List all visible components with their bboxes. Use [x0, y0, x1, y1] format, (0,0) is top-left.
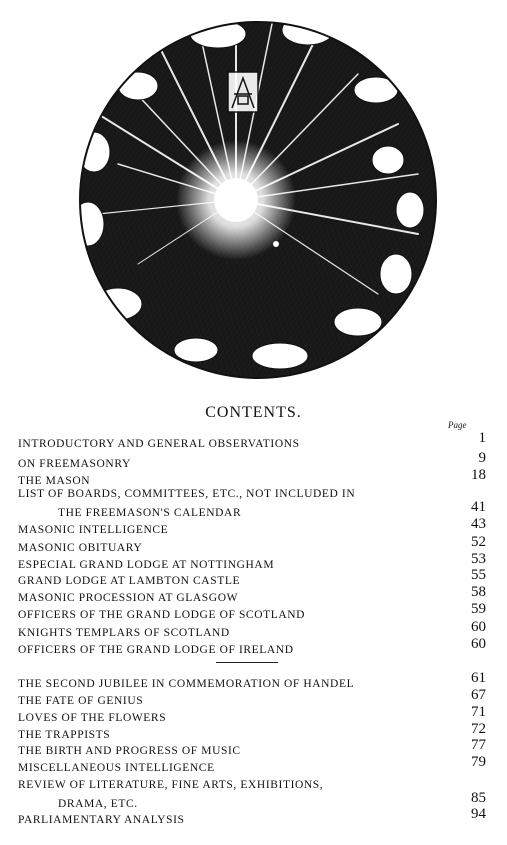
- toc-entry-title: ON FREEMASONRY: [18, 458, 131, 470]
- toc-entry-title: MISCELLANEOUS INTELLIGENCE: [18, 762, 215, 774]
- toc-entry: [18, 516, 488, 538]
- toc-entry-page: 52: [471, 534, 486, 550]
- toc-entry: [18, 687, 488, 709]
- toc-entry-title: THE FREEMASON'S CALENDAR: [58, 507, 242, 519]
- toc-entry-title: LIST OF BOARDS, COMMITTEES, ETC., NOT INCLUDED IN: [18, 488, 356, 500]
- toc-entry: [18, 806, 488, 828]
- toc-entry-page: 60: [471, 619, 486, 635]
- toc-entry-title: ESPECIAL GRAND LODGE AT NOTTINGHAM: [18, 559, 275, 571]
- toc-entry: [18, 551, 488, 573]
- toc-entry: [18, 619, 488, 641]
- toc-entry-title: THE MASON: [18, 475, 91, 487]
- toc-entry-page: 41: [471, 499, 486, 515]
- toc-entry-page: 61: [471, 670, 486, 686]
- toc-entry-title: LOVES OF THE FLOWERS: [18, 712, 167, 724]
- toc-entry: [18, 430, 488, 452]
- contents-heading: CONTENTS.: [205, 404, 302, 421]
- toc-entry-page: 9: [478, 450, 486, 466]
- toc-entry: [18, 790, 488, 812]
- toc-entry-title: MASONIC PROCESSION AT GLASGOW: [18, 592, 239, 604]
- toc-entry-title: THE SECOND JUBILEE IN COMMEMORATION OF HANDEL: [18, 678, 355, 690]
- toc-entry-title: OFFICERS OF THE GRAND LODGE OF SCOTLAND: [18, 609, 306, 621]
- toc-entry-title: OFFICERS OF THE GRAND LODGE OF IRELAND: [18, 644, 294, 656]
- toc-entry: [18, 754, 488, 776]
- page-column-label: Page: [448, 420, 467, 430]
- toc-entry-page: 58: [471, 584, 486, 600]
- toc-entry: [18, 486, 488, 502]
- toc-entry-title: PARLIAMENTARY ANALYSIS: [18, 814, 185, 826]
- toc-entry-title: GRAND LODGE AT LAMBTON CASTLE: [18, 575, 241, 587]
- toc-entry-page: 85: [471, 790, 486, 806]
- toc-entry-page: 55: [471, 567, 486, 583]
- toc-entry: [18, 636, 488, 658]
- toc-entry-page: 53: [471, 551, 486, 567]
- toc-entry-title: KNIGHTS TEMPLARS OF SCOTLAND: [18, 627, 230, 639]
- toc-entry: [18, 567, 488, 589]
- toc-entry-page: 18: [471, 467, 486, 483]
- toc-entry: [18, 601, 488, 623]
- toc-entry-page: 1: [478, 430, 486, 446]
- toc-entry-page: 72: [471, 721, 486, 737]
- toc-entry-title: MASONIC OBITUARY: [18, 542, 143, 554]
- toc-entry-title: THE BIRTH AND PROGRESS OF MUSIC: [18, 745, 241, 757]
- toc-entry: [18, 737, 488, 759]
- toc-entry-title: INTRODUCTORY AND GENERAL OBSERVATIONS: [18, 438, 300, 450]
- toc-entry: [18, 670, 488, 692]
- toc-entry-title: MASONIC INTELLIGENCE: [18, 524, 169, 536]
- toc-entry-title: DRAMA, ETC.: [58, 798, 138, 810]
- toc-entry-page: 77: [471, 737, 486, 753]
- toc-entry-title: REVIEW OF LITERATURE, FINE ARTS, EXHIBITIONS,: [18, 779, 324, 791]
- toc-entry: [18, 499, 488, 521]
- toc-entry-page: 67: [471, 687, 486, 703]
- toc-entry: [18, 450, 488, 472]
- toc-entry-title: THE TRAPPISTS: [18, 729, 111, 741]
- toc-entry: [18, 777, 488, 793]
- toc-entry-page: 94: [471, 806, 486, 822]
- toc-entry-page: 60: [471, 636, 486, 652]
- toc-entry: [18, 721, 488, 743]
- toc-entry: [18, 584, 488, 606]
- toc-entry: [18, 534, 488, 556]
- toc-entry-page: 59: [471, 601, 486, 617]
- zodiac-engraving: [58, 4, 458, 392]
- section-divider: [216, 662, 278, 663]
- toc-entry-title: THE FATE OF GENIUS: [18, 695, 144, 707]
- toc-entry: [18, 704, 488, 726]
- toc-entry-page: 43: [471, 516, 486, 532]
- toc-entry-page: 71: [471, 704, 486, 720]
- toc-entry-page: 79: [471, 754, 486, 770]
